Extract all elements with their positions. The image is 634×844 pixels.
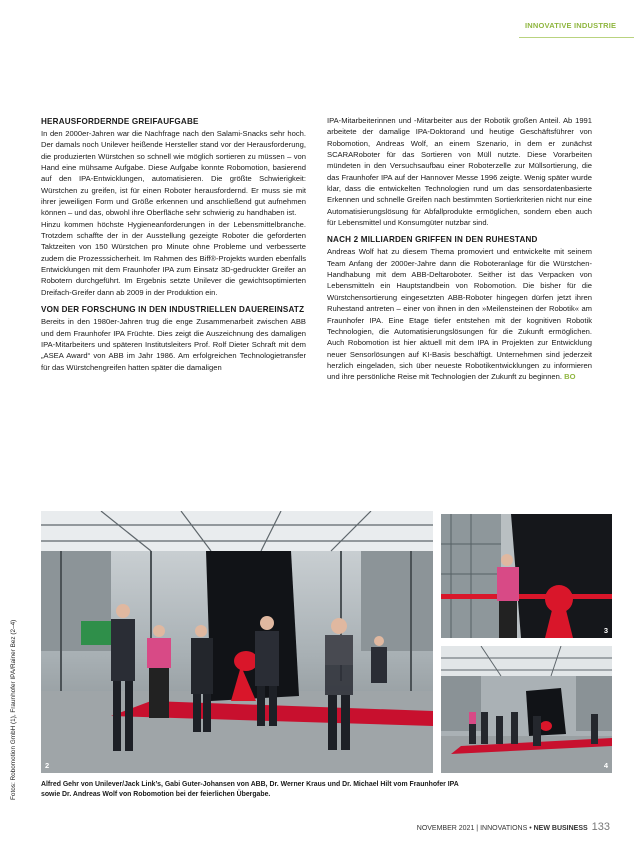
magazine-name: INNOVATIONS bbox=[480, 825, 528, 832]
paragraph: Hinzu kommen höchste Hygieneanforderungen in der Lebensmittelbranche. Trotzdem schaffte der in der Ausstellung gezeigte Roboter die geforderten Taktzeiten von 150 Würstchen pro Minute ohne Probleme und verbesserte zudem die Prozesssicherheit. Im Rahmen des Biff®-Projekts wurden ebenfalls Entwicklungen mit dem Fraunhofer IPA zum Einsatz 3D-gedruckter Greifer an Robotern durchgeführt. Im Ergebnis setzte Unilever die gewichtsoptimierten Dreifach-Greifer dann ab 2009 in der Produktion ein. bbox=[41, 219, 306, 297]
left-column bbox=[41, 116, 306, 373]
right-column bbox=[327, 115, 592, 383]
brand-name: NEW BUSINESS bbox=[533, 825, 588, 832]
paragraph-text: Andreas Wolf hat zu diesem Thema promoviert und entwickelte mit seinem Team Anfang der 2000er-Jahre dann die Roboteranlage für die Würstchen-Handhabung mit dem ABB-Deltaroboter. Seither ist das Verpacken von Lebensmitteln ein Hauptstandbein von Robomotion. Die bisher für die Würstchensortierung eingesetzten ABB-Roboter hingegen dürfen jetzt ihren Ruhestand antreten – einer von ihnen in den »Meilensteinen der Robotik« am Fraunhofer IPA. Eine Etage tiefer entstehen mit der kognitiven Robotik Technologien, die Automatisierungslösungen für die Zukunft ermöglichen. Auch Robomotion ist hier aktuell mit dem IPA in Projekten zur Entwicklung neuer Sensorlösungen auf KI-Basis beschäftigt. Unternehmen sind jederzeit herzlich eingeladen, sich über neueste Robotikentwicklungen zu informieren und ihre persönliche Reise mit Technologien der Zukunft zu beginnen. bbox=[327, 247, 592, 382]
paragraph bbox=[327, 246, 592, 382]
photo-caption: Alfred Gehr von Unilever/Jack Link’s, Gabi Guter-Johansen von ABB, Dr. Werner Kraus und Dr. Michael Hilt vom Fraunhofer IPA sowie Dr. Andreas Wolf von Robomotion bei der feierlichen Übergabe. bbox=[41, 781, 459, 798]
author-signoff: BO bbox=[564, 372, 576, 382]
section-label: INNOVATIVE INDUSTRIE bbox=[525, 21, 617, 30]
photo-ribbon-cutting bbox=[441, 514, 612, 638]
paragraph: In den 2000er-Jahren war die Nachfrage nach den Salami-Snacks sehr hoch. Der damals noch Unilever heißende Hersteller stand vor der Herausforderung, die produzierten Würstchen so schnell wie möglich sortieren zu müssen – von Hand eine mühsame Aufgabe. Diese Aufgabe konnte Robomotion, basierend auf den IPA-Entwicklungen, automatisieren. Die größte Schwierigkeit: Würstchen zu greifen, ist für einen Roboter herausfordernd. Er muss sie mit ihrer jeweiligen Form und Größe erkennen und anschließend gut aufnehmen können – und das, obwohl ihre Oberfläche sehr schwierig zu handhaben ist. bbox=[41, 129, 306, 218]
section-rule bbox=[519, 37, 634, 38]
issue-date: NOVEMBER 2021 bbox=[416, 825, 475, 832]
page-footer bbox=[417, 821, 610, 833]
section-tag bbox=[519, 19, 634, 35]
footer-separator: | bbox=[474, 825, 481, 832]
hall-scene-image bbox=[41, 511, 433, 773]
photo-number: 4 bbox=[603, 761, 608, 770]
photo-number: 2 bbox=[45, 761, 50, 770]
page-number: 133 bbox=[591, 821, 610, 833]
photo-number: 3 bbox=[603, 626, 608, 635]
photo-hall-overview bbox=[441, 646, 612, 773]
heading-ruhestand: NACH 2 MILLIARDEN GRIFFEN IN DEN RUHESTAND bbox=[327, 235, 538, 245]
paragraph: Bereits in den 1980er-Jahren trug die enge Zusammenarbeit zwischen ABB und dem Fraunhofer IPA Früchte. Dies zeigt die Auszeichnung des damaligen IPA-Mitarbeiters und späteren Institutsleiters Prof. Rolf Dieter Schraft mit dem „ASEA Award“ von ABB im Jahr 1986. Am erfolgreichen Technologietransfer für das Würstchengreifen hatten später die damaligen bbox=[41, 317, 306, 372]
hall-overview-image bbox=[441, 646, 612, 773]
heading-greifaufgabe: HERAUSFORDERNDE GREIFAUFGABE bbox=[41, 117, 199, 126]
photo-group-ceremony bbox=[41, 511, 433, 773]
paragraph: IPA-Mitarbeiterinnen und -Mitarbeiter aus der Robotik großen Anteil. Ab 1991 arbeitete der damalige IPA-Doktorand und heutige Geschäftsführer von Robomotion, Andreas Wolf, an einem Szenario, in dem er zunächst SCARARoboter für das Sortieren von Müll nutzte. Diese Vorarbeiten mündeten in den Versuchsaufbau einer Roboterzelle zur Müllsortierung, die das Fraunhofer IPA auf der Hannover Messe 1996 zeigte. Wenig später wurde klar, dass die entwickelten Technologien rund um das sensordatenbasierte Erkennen und schnelle Greifen nach bestimmten Sortierkriterien nicht nur eine Automatisierungslösung für Abfallprodukte ermöglichen, sondern eben auch für Lebensmittel und Konsumgüter nutzbar sind. bbox=[327, 116, 592, 228]
photo-credit: Fotos: Robomotion GmbH (1), Fraunhofer IPA/Rainer Bez (2–4) bbox=[10, 619, 17, 800]
footer-bullet: • bbox=[527, 825, 534, 832]
ribbon-cutting-image bbox=[441, 514, 612, 638]
heading-forschung: VON DER FORSCHUNG IN DEN INDUSTRIELLEN DAUEREINSATZ bbox=[41, 305, 305, 315]
